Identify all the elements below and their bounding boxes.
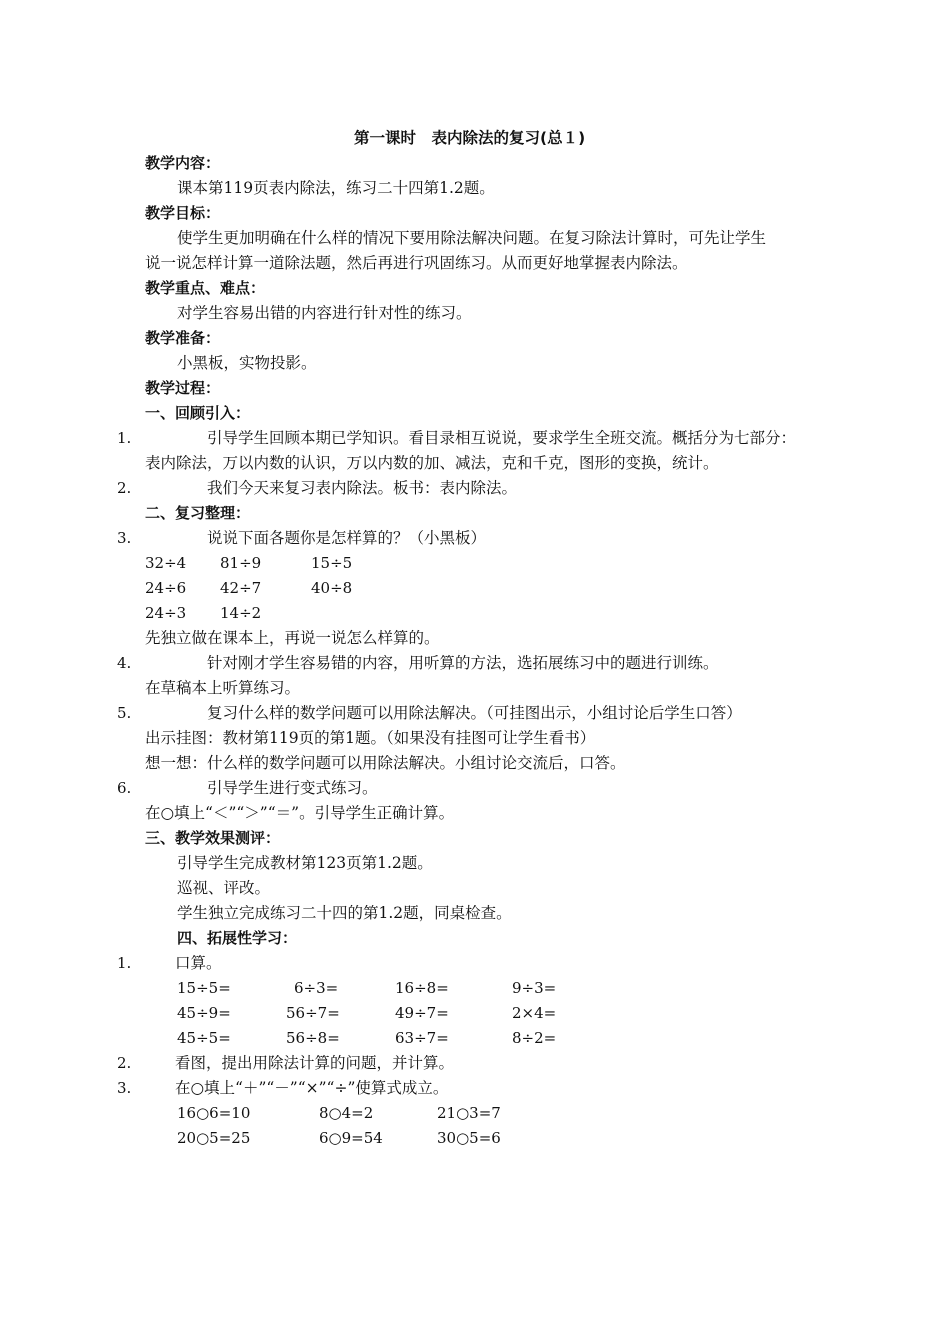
fill-cell: 8○4=2 (319, 1104, 374, 1122)
item-2-text: 我们今天来复习表内除法。板书：表内除法。 (207, 479, 518, 497)
item-5-after-2: 想一想：什么样的数学问题可以用除法解决。小组讨论交流后，口答。 (145, 754, 626, 772)
oral-cell: 56÷8= (286, 1029, 340, 1047)
exercise-3-text: 在○填上“＋”“－”“×”“÷”使算式成立。 (175, 1079, 449, 1097)
item-3-after: 先独立做在课本上，再说一说怎么样算的。 (145, 629, 440, 647)
item-3-number: 3. (117, 529, 132, 547)
oral-cell: 45÷5= (177, 1029, 231, 1047)
prep-heading: 教学准备： (145, 329, 221, 347)
exercise-2-text: 看图，提出用除法计算的问题，并计算。 (175, 1054, 455, 1072)
calc-cell: 32÷4 (145, 554, 187, 572)
oral-cell: 6÷3= (294, 979, 339, 997)
key-text: 对学生容易出错的内容进行针对性的练习。 (177, 304, 472, 322)
calc-cell: 14÷2 (220, 604, 262, 622)
item-5-text: 复习什么样的数学问题可以用除法解决。（可挂图出示，小组讨论后学生口答） (207, 704, 742, 722)
fill-cell: 20○5=25 (177, 1129, 251, 1147)
oral-cell: 16÷8= (395, 979, 449, 997)
section-1-heading: 一、回顾引入： (145, 404, 251, 422)
fill-cell: 21○3=7 (437, 1104, 501, 1122)
prep-text: 小黑板，实物投影。 (177, 354, 317, 372)
exercise-3-number: 3. (117, 1079, 132, 1097)
item-6-number: 6. (117, 779, 132, 797)
oral-cell: 45÷9= (177, 1004, 231, 1022)
item-1-continuation: 表内除法，万以内数的认识，万以内数的加、减法，克和千克，图形的变换，统计。 (145, 454, 719, 472)
goal-text-line-1: 使学生更加明确在什么样的情况下要用除法解决问题。在复习除法计算时，可先让学生 (177, 229, 767, 247)
process-heading: 教学过程： (145, 379, 221, 397)
fill-cell: 16○6=10 (177, 1104, 251, 1122)
item-6-text: 引导学生进行变式练习。 (207, 779, 378, 797)
item-5-after-1: 出示挂图：教材第119页的第1题。（如果没有挂图可让学生看书） (145, 729, 596, 747)
oral-cell: 2×4= (512, 1004, 557, 1022)
calc-cell: 24÷3 (145, 604, 187, 622)
item-2-number: 2. (117, 479, 132, 497)
calc-cell: 42÷7 (220, 579, 262, 597)
section-3-heading: 三、教学效果测评： (145, 829, 281, 847)
item-4-text: 针对刚才学生容易错的内容，用听算的方法，选拓展练习中的题进行训练。 (207, 654, 719, 672)
item-1-text: 引导学生回顾本期已学知识。看目录相互说说，要求学生全班交流。概括分为七部分： (207, 429, 797, 447)
oral-cell: 9÷3= (512, 979, 557, 997)
oral-cell: 15÷5= (177, 979, 231, 997)
item-1-number: 1. (117, 429, 132, 447)
item-5-number: 5. (117, 704, 132, 722)
item-6-after: 在○填上“＜”“＞”“＝”。引导学生正确计算。 (145, 804, 455, 822)
section-4-heading: 四、拓展性学习： (177, 929, 298, 947)
section-3-line-1: 引导学生完成教材第123页第1.2题。 (177, 854, 433, 872)
calc-cell: 24÷6 (145, 579, 187, 597)
oral-cell: 49÷7= (395, 1004, 449, 1022)
fill-cell: 6○9=54 (319, 1129, 383, 1147)
oral-cell: 56÷7= (286, 1004, 340, 1022)
goal-text-line-2: 说一说怎样计算一道除法题，然后再进行巩固练习。从而更好地掌握表内除法。 (145, 254, 688, 272)
item-4-after: 在草稿本上听算练习。 (145, 679, 301, 697)
exercise-1-number: 1. (117, 954, 132, 972)
oral-cell: 8÷2= (512, 1029, 557, 1047)
calc-cell: 40÷8 (311, 579, 353, 597)
fill-cell: 30○5=6 (437, 1129, 501, 1147)
content-text: 课本第119页表内除法，练习二十四第1.2题。 (177, 179, 495, 197)
goal-heading: 教学目标： (145, 204, 221, 222)
item-3-text: 说说下面各题你是怎样算的？（小黑板） (207, 529, 487, 547)
calc-cell: 15÷5 (311, 554, 353, 572)
exercise-2-number: 2. (117, 1054, 132, 1072)
exercise-1-text: 口算。 (175, 954, 222, 972)
content-heading: 教学内容： (145, 154, 221, 172)
calc-cell: 81÷9 (220, 554, 262, 572)
item-4-number: 4. (117, 654, 132, 672)
section-3-line-2: 巡视、评改。 (177, 879, 271, 897)
oral-cell: 63÷7= (395, 1029, 449, 1047)
section-2-heading: 二、复习整理： (145, 504, 251, 522)
section-3-line-3: 学生独立完成练习二十四的第1.2题，同桌检查。 (177, 904, 512, 922)
page-title: 第一课时 表内除法的复习(总１) (354, 129, 586, 147)
key-heading: 教学重点、难点： (145, 279, 266, 297)
